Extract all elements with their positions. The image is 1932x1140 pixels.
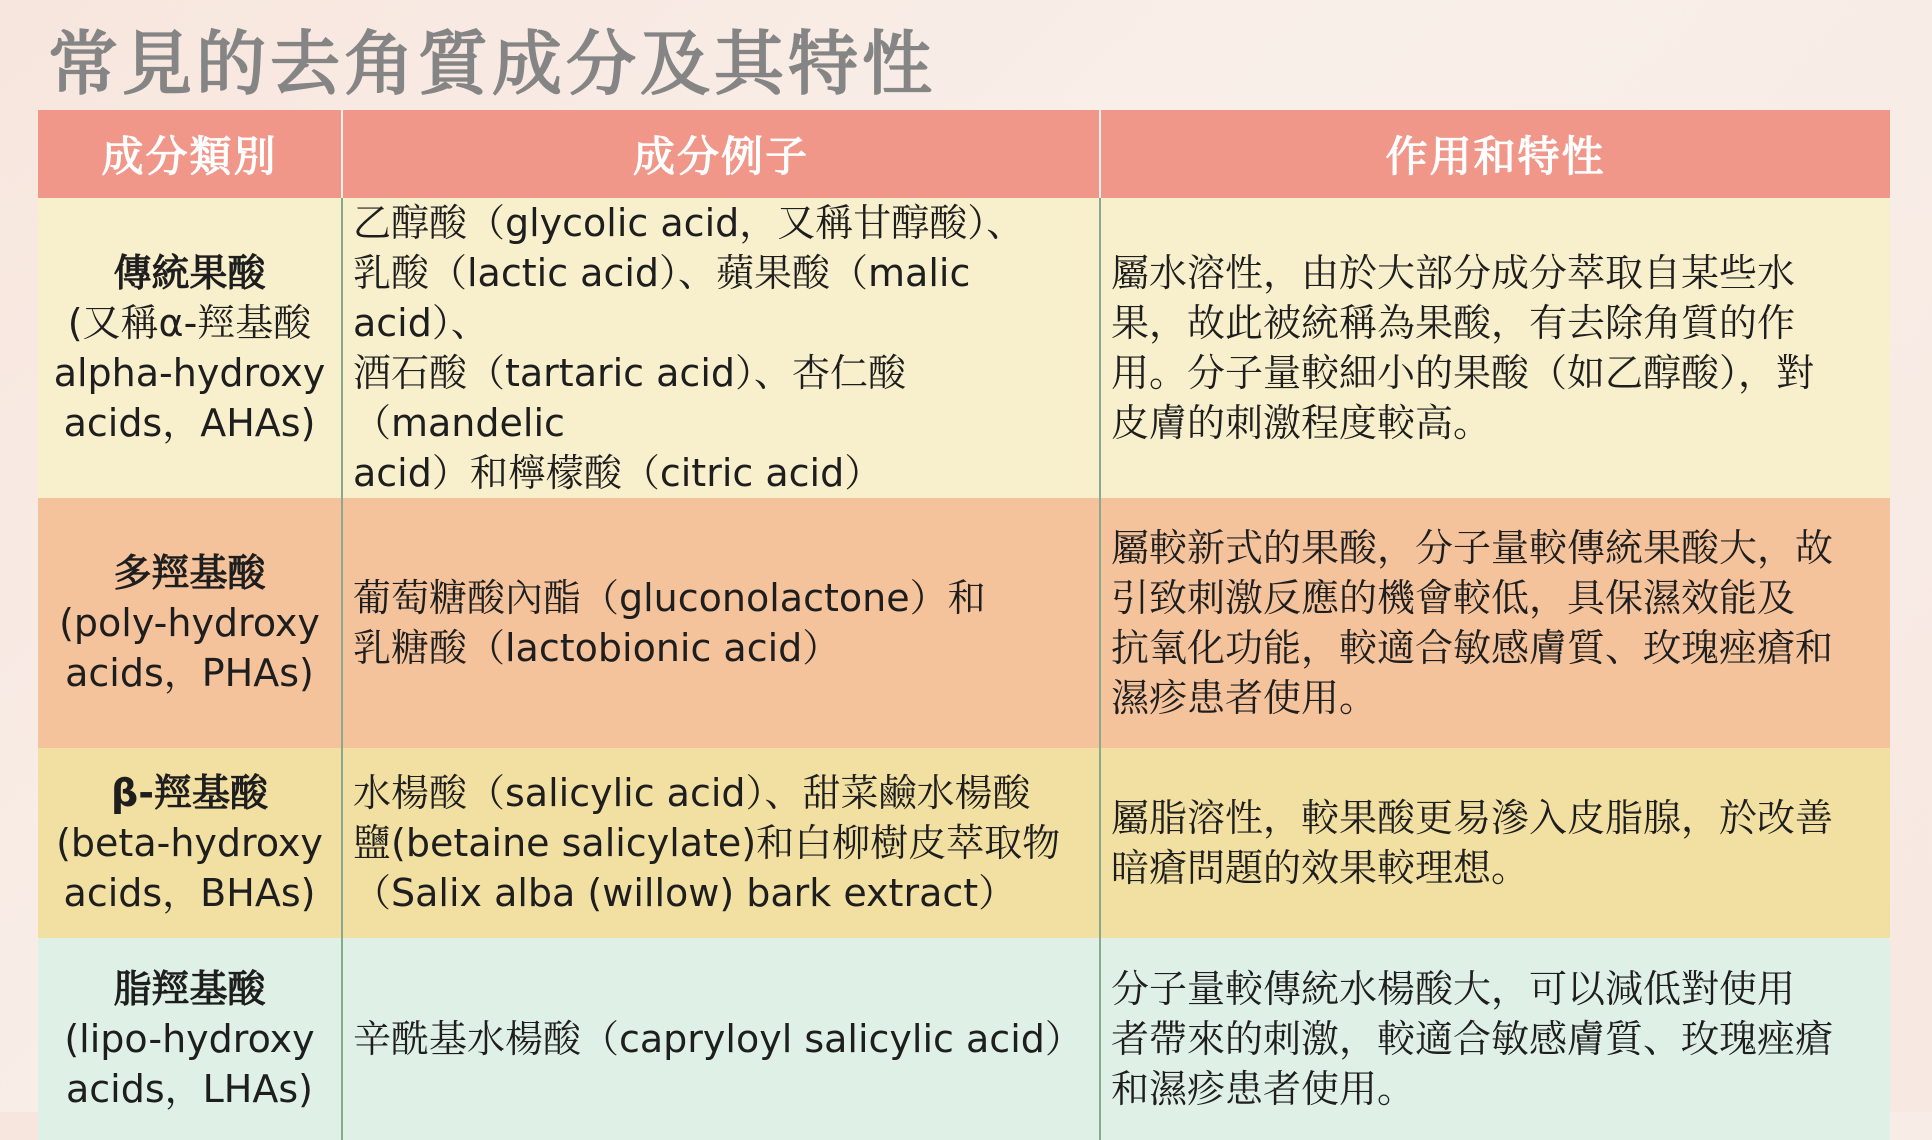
table-row [38,748,1890,938]
properties-cell [1100,748,1890,938]
header-examples: 成分例子 [342,110,1100,198]
category-name: β-羥基酸 [111,771,268,815]
examples-line: 乳酸（lactic acid）、蘋果酸（malic acid）、 [353,251,971,345]
properties-cell [1100,198,1890,498]
properties-line: 皮膚的刺激程度較高。 [1111,401,1492,445]
category-cell [38,748,342,938]
examples-line: （Salix alba (willow) bark extract） [353,871,1017,915]
examples-line: 乳糖酸（lactobionic acid） [353,626,841,670]
category-alias: acids，LHAs) [65,1067,314,1111]
properties-line: 用。分子量較細小的果酸（如乙醇酸），對 [1111,351,1815,395]
examples-line: 辛酰基水楊酸（capryloyl salicylic acid） [353,1017,1083,1061]
properties-line: 果，故此被統稱為果酸，有去除角質的作 [1111,301,1796,345]
table-row [38,198,1890,498]
category-name: 多羥基酸 [113,551,266,595]
properties-line: 抗氧化功能，較適合敏感膚質、玫瑰痤瘡和 [1111,626,1834,670]
properties-line: 者帶來的刺激，較適合敏感膚質、玫瑰痤瘡 [1111,1017,1834,1061]
properties-line: 引致刺激反應的機會較低，具保濕效能及 [1111,576,1796,620]
examples-line: 葡萄糖酸內酯（gluconolactone）和 [353,576,986,620]
category-alias: acids，BHAs) [63,871,316,915]
table-row [38,498,1890,748]
examples-cell [342,938,1100,1140]
properties-cell [1100,498,1890,748]
examples-cell [342,198,1100,498]
category-cell [38,198,342,498]
table-header-row [38,110,1890,198]
examples-line: 水楊酸（salicylic acid）、甜菜鹼水楊酸 [353,771,1031,815]
page-title: 常見的去角質成分及其特性 [48,23,936,105]
examples-cell [342,498,1100,748]
category-alias: (又稱α-羥基酸 [67,301,312,345]
examples-cell [342,748,1100,938]
properties-cell [1100,938,1890,1140]
category-alias: alpha-hydroxy [53,351,326,395]
properties-line: 和濕疹患者使用。 [1111,1067,1416,1111]
category-alias: (beta-hydroxy [56,821,323,865]
examples-line: acid）和檸檬酸（citric acid） [353,451,883,495]
category-alias: acids，AHAs) [63,401,316,445]
properties-line: 屬較新式的果酸，分子量較傳統果酸大，故 [1111,526,1834,570]
exfoliant-table [38,110,1890,1140]
category-cell [38,498,342,748]
properties-line: 屬水溶性，由於大部分成分萃取自某些水 [1111,251,1796,295]
examples-line: 乙醇酸（glycolic acid，又稱甘醇酸）、 [353,201,1025,245]
properties-line: 濕疹患者使用。 [1111,676,1378,720]
examples-line: 鹽(betaine salicylate)和白柳樹皮萃取物 [353,821,1061,865]
category-alias: (lipo-hydroxy [64,1017,315,1061]
category-cell [38,938,342,1140]
examples-line: 酒石酸（tartaric acid）、杏仁酸（mandelic [353,351,907,445]
category-alias: (poly-hydroxy [59,601,320,645]
properties-line: 分子量較傳統水楊酸大，可以減低對使用 [1111,967,1796,1011]
header-category: 成分類別 [38,110,342,198]
category-name: 脂羥基酸 [113,967,266,1011]
table-row [38,938,1890,1140]
category-alias: acids，PHAs) [65,651,314,695]
properties-line: 暗瘡問題的效果較理想。 [1111,846,1530,890]
properties-line: 屬脂溶性，較果酸更易滲入皮脂腺，於改善 [1111,796,1834,840]
header-properties: 作用和特性 [1100,110,1890,198]
category-name: 傳統果酸 [113,251,266,295]
